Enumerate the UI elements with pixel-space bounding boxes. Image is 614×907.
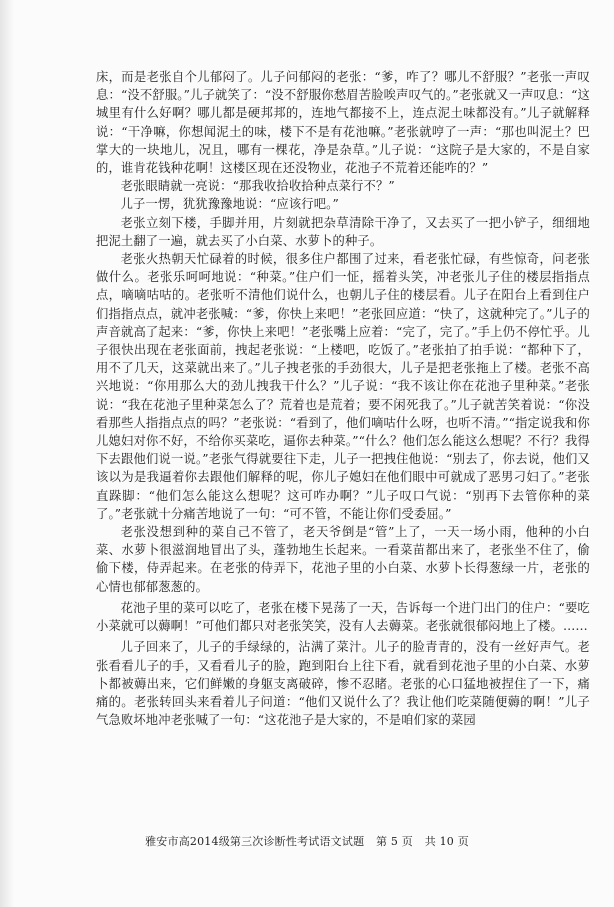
- story-text: [96, 68, 590, 729]
- paragraph-7: 花池子里的菜可以吃了，老张在楼下晃荡了一天，告诉每一个进门出门的住户：“要吃小菜就可以薅啊！”可他们都只对老张笑笑，没有人去薅菜。老张就很郁闷地上了楼。……: [96, 600, 590, 634]
- paragraph-1: 床，而是老张自个儿郁闷了。儿子问郁闷的老张：“爹，咋了？哪儿不舒服？”老张一声叹息：“没不舒服。”儿子就笑了：“没不舒服你愁眉苦脸唉声叹气的。”老张就又一声叹息：“这城里有什么好啊？哪儿都是硬邦邦的，连地气都接不上，连点泥土味都没有。”儿子就解释说：“干净嘛，你想闻泥土的味，楼下不是有花池嘛。”老张就哼了一声：“那也叫泥土？巴掌大的一块地儿，况且，哪有一棵花，净是杂草。”儿子说：“这院子是大家的，不是自家的，谁肯花钱种花啊！这楼区现在还没物业，花池子不荒着还能咋的？”: [96, 70, 590, 176]
- paragraph-2: 老张眼睛就一亮说：“那我收拾收拾种点菜行不？”: [120, 179, 395, 194]
- page-footer: [0, 833, 614, 849]
- paragraph-4: 老张立刻下楼，手脚并用，片刻就把杂草清除干净了，又去买了一把小铲子，细细地把泥土翻了一遍，就去买了小白菜、水萝卜的种子。: [96, 215, 590, 248]
- paragraph-3: 儿子一愣，犹犹豫豫地说：“应该行吧。”: [120, 197, 339, 212]
- paragraph-6: 老张没想到种的菜自己不管了，老天爷倒是“管”上了，一天一场小雨，他种的小白菜、水萝卜很滋润地冒出了头，蓬勃地生长起来。一看菜苗都出来了，老张坐不住了，偷偷下楼，侍弄起来。在老张的侍弄下，花池子里的小白菜、水萝卜长得葱绿一片，老张的心情也郁郁葱葱的。: [96, 525, 590, 594]
- paragraph-5: 老张火热朝天忙碌着的时候，很多住户都围了过来，看老张忙碌，有些惊奇，问老张做什么。老张乐呵呵地说：“种菜。”住户们一怔，摇着头笑，冲老张儿子住的楼层指指点点，嘀嘀咕咕的。老张听不清他们说什么，也朝儿子住的楼层看。儿子在阳台上看到住户们指指点点，就冲老张喊：“爹，你快上来吧！”老张回应道：“快了，这就种完了。”儿子的声音就高了起来：“爹，你快上来吧！”老张嘴上应着：“完了，完了。”手上仍不停忙乎。儿子很快出现在老张面前，拽起老张说：“上楼吧，吃饭了。”老张拍了拍手说：“都种下了，用不了几天，这菜就出来了。”儿子拽老张的手劲很大，儿子是把老张拖上了楼。老张不高兴地说：“你用那么大的劲儿拽我干什么？”儿子说：“我不该让你在花池子里种菜。”老张说：“我在花池子里种菜怎么了？荒着也是荒着；要不闲死我了。”儿子就苦笑着说：“你没看那些人指指点点的吗？”老张说：“看到了，他们嘀咕什么呀，也听不清。”“指定说我和你儿媳妇对你不好，不给你买菜吃，逼你去种菜。”“什么？他们怎么能这么想呢？不行？我得下去跟他们说一说。”老张气得就要往下走，儿子一把拽住他说：“别去了，你去说，他们又该以为是我逼着你去跟他们解释的呢，你儿子媳妇在他们眼中可就成了恶男刁妇了。”老张直跺脚：“他们怎么能这么想呢？这可咋办啊？”儿子叹口气说：“别再下去管你种的菜了。”老张就十分痛苦地说了一句：“可不管，不能让你们受委屈。”: [96, 252, 590, 521]
- exam-title: 雅安市高2014级第三次诊断性考试语文试题: [145, 835, 365, 848]
- page-number: 第 5 页: [376, 835, 413, 848]
- page-total: 共 10 页: [424, 835, 469, 848]
- paragraph-8: 儿子回来了，儿子的手绿绿的，沾满了菜汁。儿子的脸青青的，没有一丝好声气。老张看看儿子的手，又看看儿子的脸，跑到阳台上往下看，就看到花池子里的小白菜、水萝卜都被薅出来，它们鲜嫩的身躯支离破碎，惨不忍睹。老张的心口猛地被捏住了一下，痛痛的。老张转回头来看着儿子问道：“他们又说什么了？我让他们吃菜随便薅的啊！”儿子气急败坏地冲老张喊了一句：“这花池子是大家的，不是咱们家的菜园: [96, 640, 590, 728]
- scan-edge-shadow: [0, 0, 14, 907]
